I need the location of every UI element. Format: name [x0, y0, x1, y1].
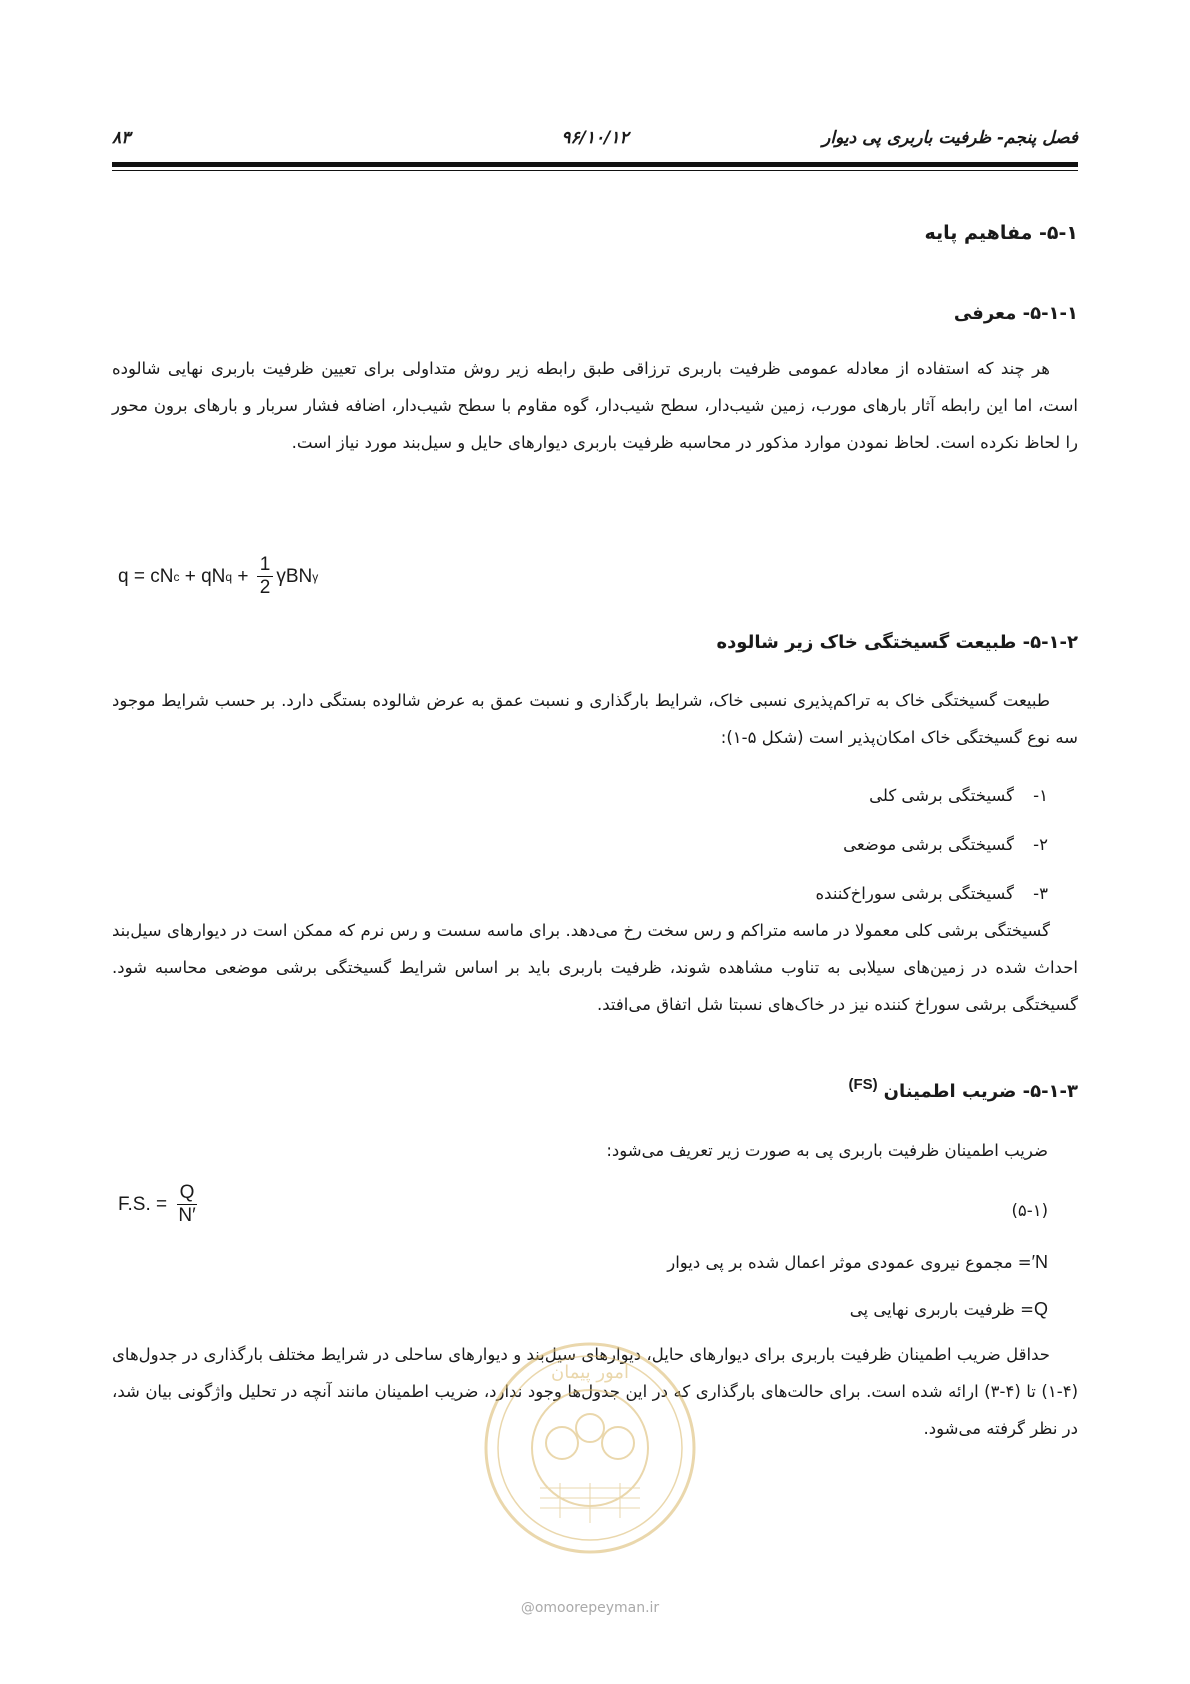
paragraph-failure-types: [112, 912, 1078, 1023]
fraction-numerator: 1: [257, 554, 274, 577]
equation-number: (۵-۱): [1011, 1201, 1048, 1220]
formula-fraction: [257, 554, 274, 599]
list-item: [869, 786, 1048, 805]
section-heading-5-1-1: ۵-۱-۱- معرفی: [953, 303, 1078, 324]
formula-sub-q: q: [225, 569, 233, 584]
paragraph-intro-text: هر چند که استفاده از معادله عمومی ظرفیت باربری ترزاقی طبق رابطه زیر روش متداولی برای تعیین ظرفیت باربری نهایی شالوده است، اما این رابطه آثار بارهای مورب، زمین شیب‌دار، سطح شیب‌دار، گوه مقاوم با سطح شیب‌دار، اضافه فشار سربار و بارهای برون محور را لحاظ نکرده است. لحاظ نمودن موارد مذکور در محاسبه ظرفیت باربری دیوارهای حایل و سیل‌بند مورد نیاز است.: [112, 359, 1078, 452]
paragraph-min-fs-text: حداقل ضریب اطمینان ظرفیت باربری برای دیوارهای حایل، دیوارهای سیل‌بند و دیوارهای ساحلی در شرایط مختلف بارگذاری در جدول‌های (۴-۱) تا (۴-۳) ارائه شده است. برای حالت‌های بارگذاری که در این جدول‌ها وجود ندارد، ضریب اطمینان مانند آنچه در تحلیل واژگونی بیان شد، در نظر گرفته می‌شود.: [112, 1345, 1078, 1438]
list-number: ۲-: [1033, 835, 1048, 854]
formula-plus: +: [232, 565, 254, 587]
formula-lhs: F.S. =: [118, 1193, 173, 1215]
section-heading-5-1: ۵-۱- مفاهیم پایه: [924, 222, 1078, 244]
heading-abbr: (FS): [848, 1076, 878, 1093]
formula-term-1: q = cN: [118, 565, 174, 587]
definition-n: [667, 1252, 1048, 1273]
paragraph-failure-types-text: گسیختگی برشی کلی معمولا در ماسه متراکم و رس سخت رخ می‌دهد. برای ماسه سست و رس نرم که ممکن است در دیوارهای سیل‌بند احداث شده در زمین‌های سیلابی به تناوب مشاهده شوند، ظرفیت باربری باید بر اساس شرایط گسیختگی برشی موضعی محاسبه شود. گسیختگی برشی سوراخ کننده نیز در خاک‌های نسبتا شل اتفاق می‌افتد.: [112, 921, 1078, 1014]
paragraph-failure-nature-text: طبیعت گسیختگی خاک به تراکم‌پذیری نسبی خاک، شرایط بارگذاری و نسبت عمق به عرض شالوده بستگی دارد. بر حسب شرایط موجود سه نوع گسیختگی خاک امکان‌پذیر است (شکل ۵-۱):: [112, 691, 1078, 747]
terzaghi-formula: [118, 554, 318, 599]
list-item: [816, 884, 1048, 903]
fraction-numerator: Q: [177, 1182, 198, 1205]
paragraph-failure-nature: [112, 682, 1078, 756]
list-number: ۱-: [1033, 786, 1048, 805]
header-rule-thin: [112, 170, 1078, 171]
fraction-denominator: N′: [178, 1205, 196, 1226]
formula-term-2: + qN: [179, 565, 226, 587]
watermark-seal-icon: [480, 1338, 700, 1558]
formula-fraction: [175, 1182, 198, 1227]
section-heading-5-1-3: [849, 1076, 1079, 1102]
list-text: گسیختگی برشی کلی: [869, 786, 1014, 805]
definition-symbol: Q: [1033, 1299, 1048, 1319]
list-text: گسیختگی برشی موضعی: [843, 835, 1014, 854]
page-number: ۸۳: [112, 128, 131, 148]
chapter-title: فصل پنجم- ظرفیت باربری پی دیوار: [822, 128, 1078, 148]
seal-text: امور پیمان: [551, 1362, 629, 1383]
header-date: ۹۶/۱۰/۱۲: [561, 128, 629, 148]
formula-sub-gamma: γ: [312, 569, 319, 584]
definition-text: = مجموع نیروی عمودی موثر اعمال شده بر پی دیوار: [667, 1253, 1032, 1272]
formula-term-4: γBN: [276, 565, 313, 587]
page-header: [112, 128, 1078, 154]
formula-sub-c: c: [173, 569, 180, 584]
header-rule-thick: [112, 162, 1078, 167]
fraction-denominator: 2: [259, 577, 271, 598]
list-number: ۳-: [1033, 884, 1048, 903]
watermark-site: @omoorepeyman.ir: [520, 1600, 660, 1616]
heading-text: ۵-۱-۳- ضریب اطمینان: [883, 1081, 1078, 1102]
list-item: [843, 835, 1048, 854]
fs-intro: ضریب اطمینان ظرفیت باربری پی به صورت زیر تعریف می‌شود:: [606, 1141, 1048, 1160]
section-heading-5-1-2: ۵-۱-۲- طبیعت گسیختگی خاک زیر شالوده: [716, 632, 1078, 653]
definition-symbol: N′: [1031, 1252, 1048, 1272]
paragraph-intro: [112, 350, 1078, 461]
list-text: گسیختگی برشی سوراخ‌کننده: [815, 884, 1014, 903]
definition-q: [850, 1299, 1048, 1320]
definition-text: = ظرفیت باربری نهایی پی: [849, 1300, 1034, 1319]
safety-factor-formula: [118, 1182, 202, 1227]
